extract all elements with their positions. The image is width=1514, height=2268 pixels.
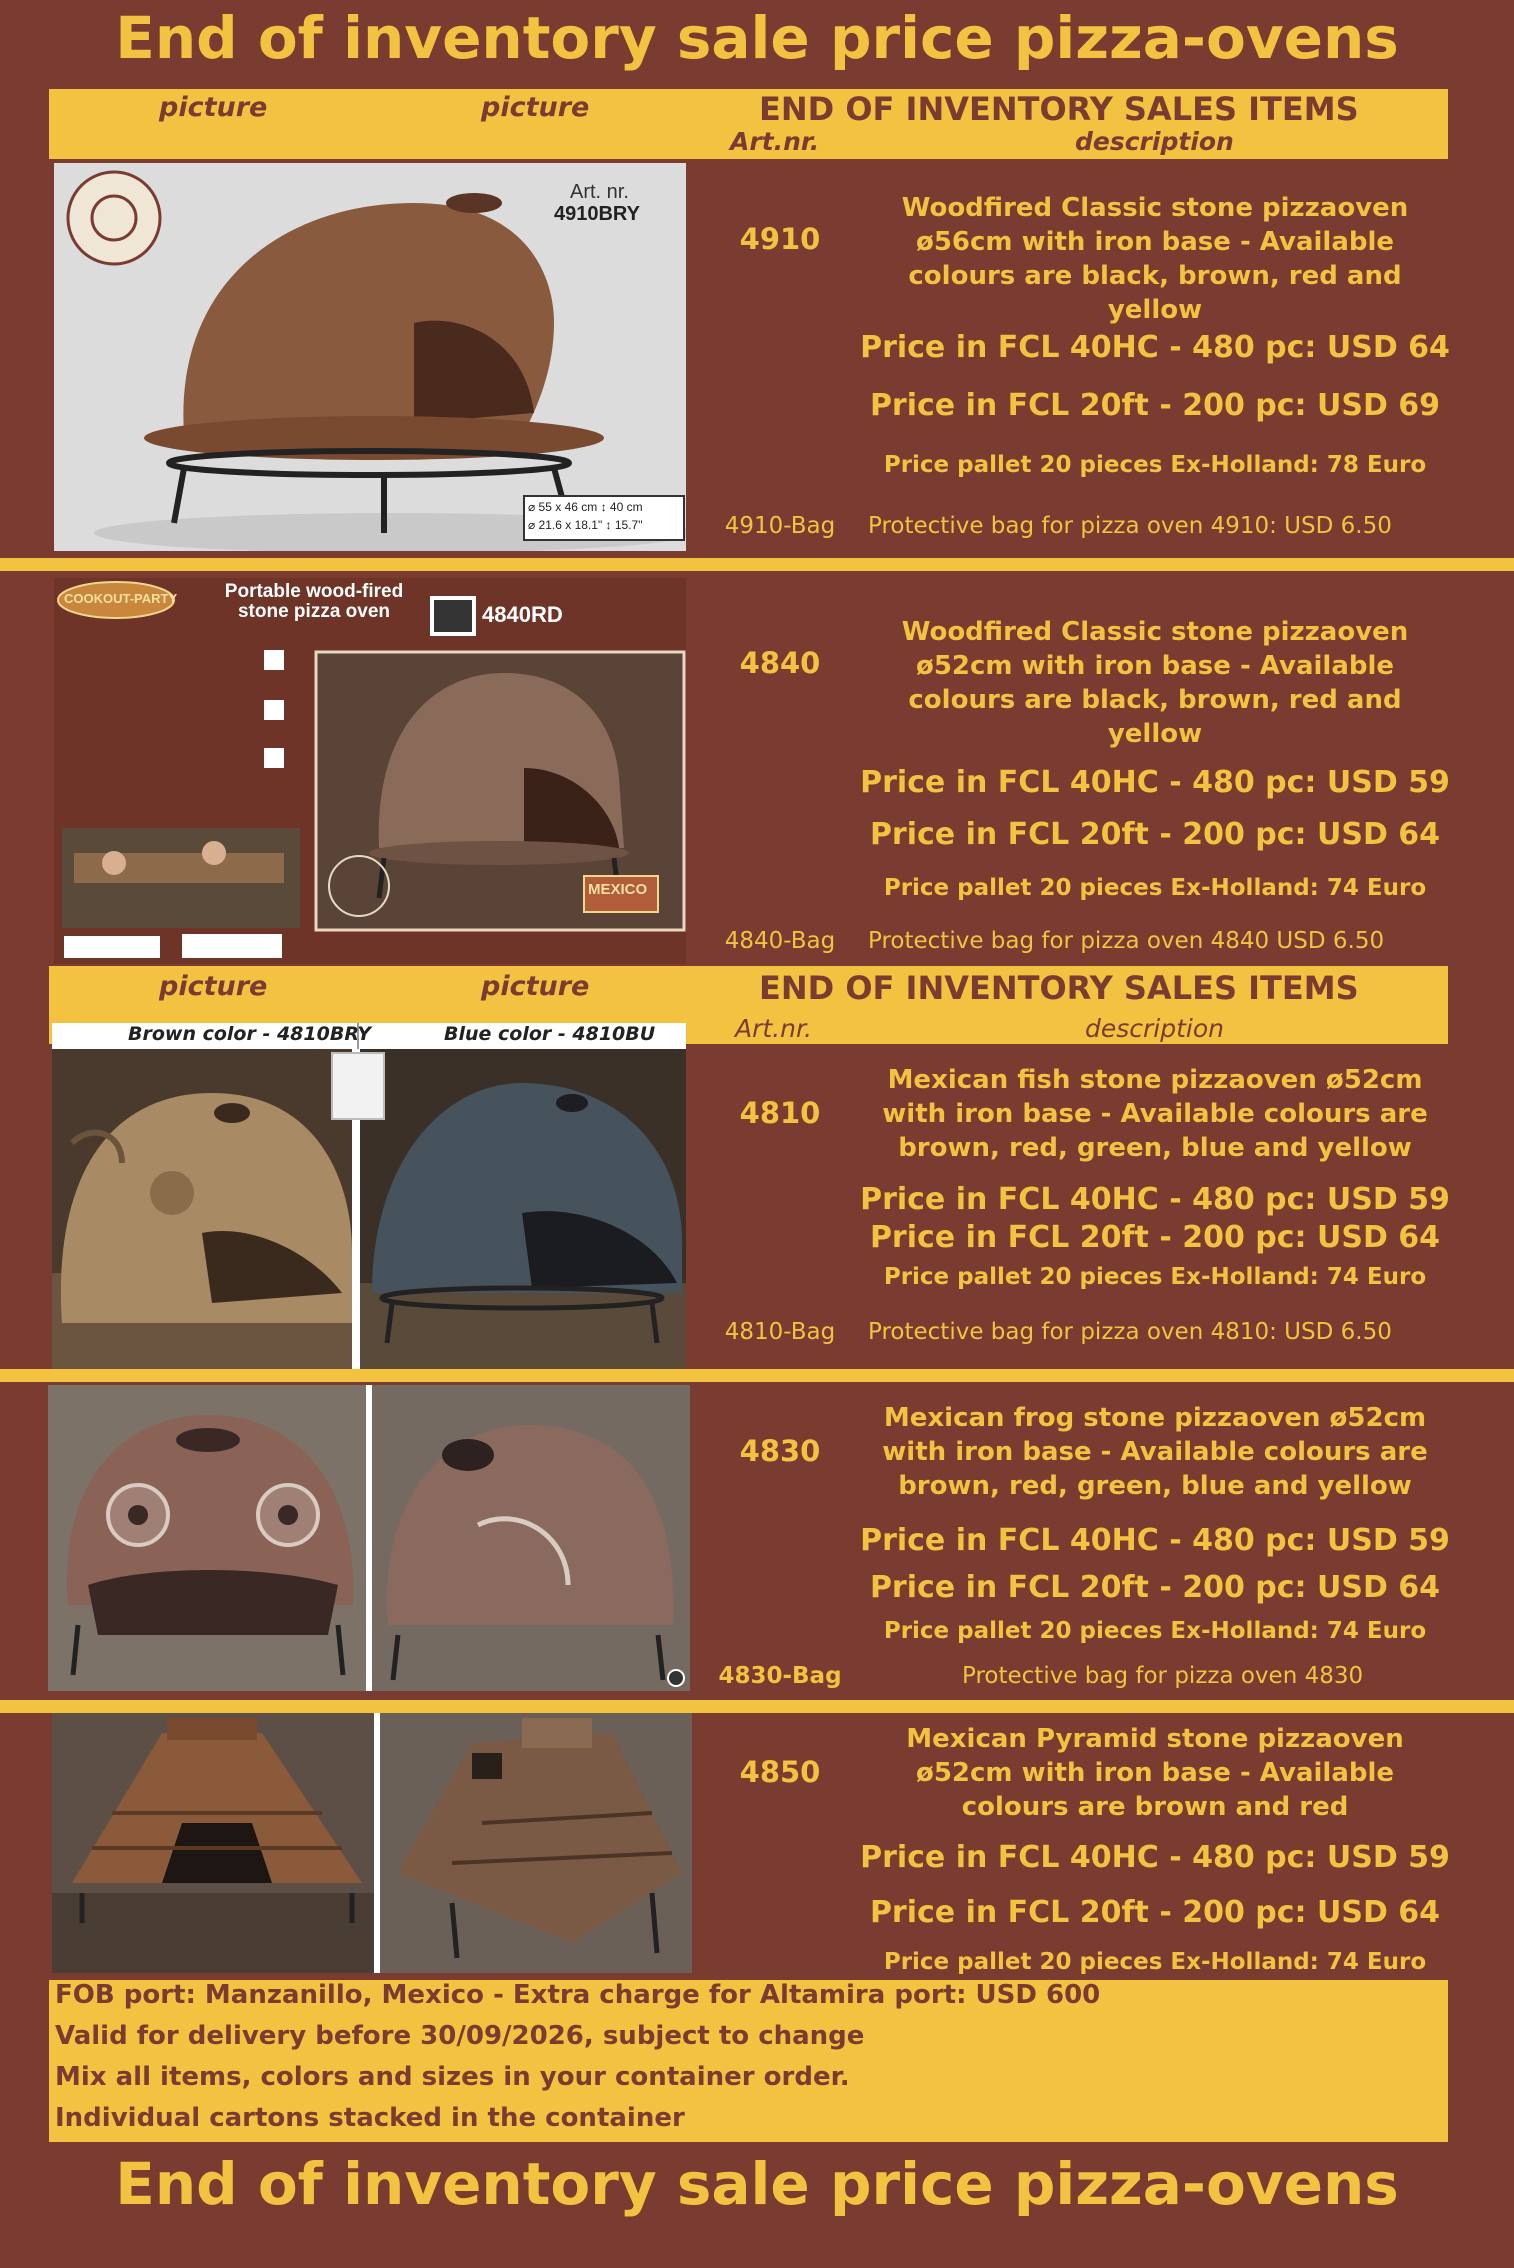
- photo-label-brown: Brown color - 4810BRY: [128, 1023, 371, 1045]
- terms-fob: FOB port: Manzanillo, Mexico - Extra charge for Altamira port: USD 600: [55, 1980, 1101, 2010]
- header-picture-2: picture: [481, 92, 590, 123]
- price-40hc: Price in FCL 40HC - 480 pc: USD 59: [860, 1182, 1450, 1217]
- bag-artnr: 4910-Bag: [724, 513, 836, 539]
- bag-artnr: 4840-Bag: [724, 928, 836, 954]
- bag-description: Protective bag for pizza oven 4830: [962, 1663, 1364, 1689]
- product-photo-4850: [52, 1713, 692, 1973]
- product-artnr: 4850: [739, 1755, 821, 1789]
- terms-box: [49, 1980, 1448, 2142]
- price-20ft: Price in FCL 20ft - 200 pc: USD 64: [869, 1895, 1441, 1930]
- product-description: Mexican fish stone pizzaoven ø52cm with iron base - Available colours are brown, red, green, blue and yellow: [882, 1065, 1428, 1163]
- price-40hc: Price in FCL 40HC - 480 pc: USD 59: [860, 765, 1450, 800]
- header-picture-1: picture: [159, 92, 268, 123]
- page-footer-title: End of inventory sale price pizza-ovens: [115, 2150, 1399, 2218]
- bag-artnr: 4830-Bag: [718, 1663, 842, 1689]
- product-description: Woodfired Classic stone pizzaoven ø52cm with iron base - Available colours are black, brown, red and yellow: [901, 617, 1409, 749]
- header-artnr: Art.nr.: [730, 127, 820, 156]
- header-picture-1: picture: [159, 971, 268, 1002]
- product-photo-4810: [52, 1023, 686, 1369]
- price-pallet: Price pallet 20 pieces Ex-Holland: 74 Euro: [883, 1618, 1427, 1644]
- photo-artnr-label: Art. nr.: [570, 181, 629, 203]
- price-40hc: Price in FCL 40HC - 480 pc: USD 59: [860, 1523, 1450, 1558]
- price-20ft: Price in FCL 20ft - 200 pc: USD 64: [869, 1570, 1441, 1605]
- product-artnr: 4830: [739, 1434, 821, 1468]
- terms-validity: Valid for delivery before 30/09/2026, subject to change: [55, 2021, 865, 2051]
- product-photo-4830: [48, 1385, 690, 1691]
- header-title: END OF INVENTORY SALES ITEMS: [759, 969, 1359, 1007]
- header-description: description: [1075, 127, 1234, 156]
- product-artnr: 4840: [739, 646, 821, 680]
- product-description: Mexican Pyramid stone pizzaoven ø52cm with iron base - Available colours are brown and red: [906, 1724, 1404, 1822]
- terms-mix: Mix all items, colors and sizes in your container order.: [55, 2062, 850, 2092]
- photo-dimensions-inch: ⌀ 21.6 x 18.1" ↕ 15.7": [528, 518, 643, 532]
- price-40hc: Price in FCL 40HC - 480 pc: USD 59: [860, 1840, 1450, 1875]
- header-title: END OF INVENTORY SALES ITEMS: [759, 90, 1359, 128]
- price-40hc: Price in FCL 40HC - 480 pc: USD 64: [860, 330, 1450, 365]
- photo-artnr: 4910BRY: [554, 203, 640, 225]
- bag-description: Protective bag for pizza oven 4840 USD 6.50: [868, 928, 1385, 954]
- price-20ft: Price in FCL 20ft - 200 pc: USD 69: [869, 388, 1441, 423]
- row-divider: [0, 1369, 1514, 1382]
- product-artnr: 4810: [739, 1096, 821, 1130]
- bag-description: Protective bag for pizza oven 4810: USD 6.50: [868, 1319, 1392, 1345]
- price-20ft: Price in FCL 20ft - 200 pc: USD 64: [869, 817, 1441, 852]
- photo-code: 4840RD: [482, 602, 563, 627]
- photo-label-blue: Blue color - 4810BU: [444, 1023, 656, 1045]
- product-description: Mexican frog stone pizzaoven ø52cm with iron base - Available colours are brown, red, green, blue and yellow: [882, 1403, 1428, 1501]
- product-photo-4840: [54, 578, 686, 964]
- photo-dimensions-cm: ⌀ 55 x 46 cm ↕ 40 cm: [528, 500, 643, 514]
- price-pallet: Price pallet 20 pieces Ex-Holland: 74 Euro: [883, 875, 1427, 901]
- photo-brand: COOKOUT-PARTY: [64, 591, 178, 606]
- price-pallet: Price pallet 20 pieces Ex-Holland: 74 Euro: [883, 1264, 1427, 1290]
- bag-description: Protective bag for pizza oven 4910: USD 6.50: [868, 513, 1392, 539]
- page-title: End of inventory sale price pizza-ovens: [115, 4, 1399, 72]
- product-photo-4910: [54, 163, 686, 551]
- header-artnr: Art.nr.: [735, 1014, 812, 1043]
- price-pallet: Price pallet 20 pieces Ex-Holland: 74 Euro: [883, 1949, 1427, 1975]
- photo-product-title: Portable wood-fired stone pizza oven: [224, 581, 404, 622]
- bag-artnr: 4810-Bag: [724, 1319, 836, 1345]
- product-description: Woodfired Classic stone pizzaoven ø56cm with iron base - Available colours are black, brown, red and yellow: [901, 193, 1409, 325]
- table-header: [49, 89, 1448, 159]
- row-divider: [0, 1700, 1514, 1713]
- terms-cartons: Individual cartons stacked in the container: [55, 2103, 685, 2133]
- product-artnr: 4910: [739, 222, 821, 256]
- price-pallet: Price pallet 20 pieces Ex-Holland: 78 Euro: [883, 452, 1427, 478]
- photo-badge: MEXICO: [588, 881, 648, 898]
- row-divider: [0, 558, 1514, 571]
- header-description: description: [1085, 1014, 1225, 1043]
- header-picture-2: picture: [481, 971, 590, 1002]
- price-20ft: Price in FCL 20ft - 200 pc: USD 64: [869, 1220, 1441, 1255]
